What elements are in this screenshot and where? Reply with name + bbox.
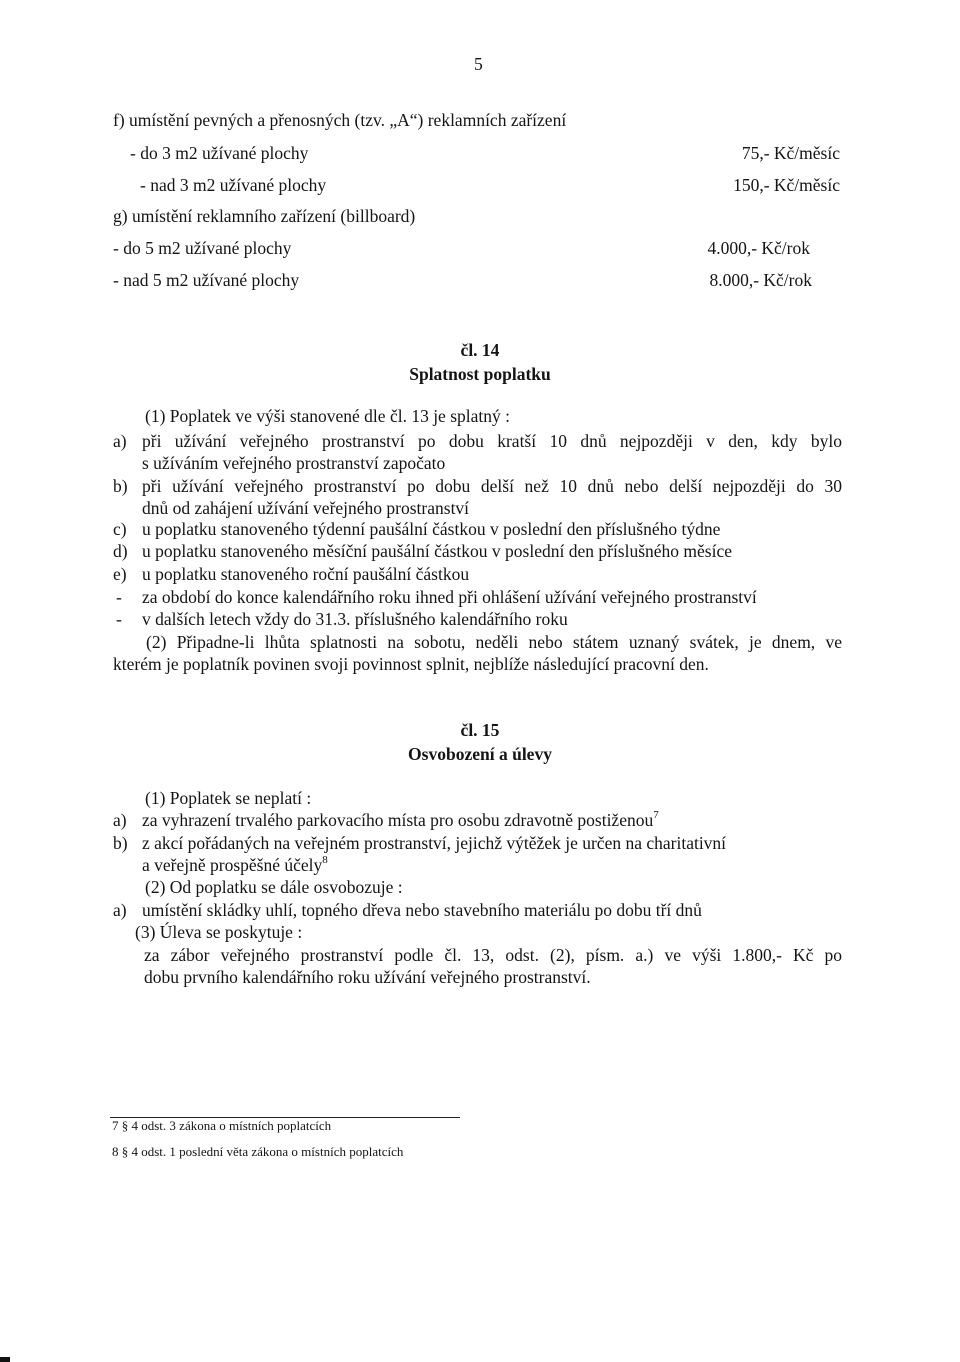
list-dash: - [116, 587, 122, 607]
article-14-item-e: u poplatku stanoveného roční paušální částkou [142, 564, 470, 584]
list-marker: a) [113, 900, 127, 920]
article-15-item-a-text: za vyhrazení trvalého parkovacího místa pro osobu zdravotně postiženou [142, 810, 654, 830]
scan-edge-mark [0, 1357, 10, 1362]
footnote-text: § 4 odst. 1 poslední věta zákona o místních poplatcích [121, 1144, 404, 1159]
article-15-para-3-line-1: za zábor veřejného prostranství podle čl. 13, odst. (2), písm. a.) ve výši 1.800,- Kč po [144, 945, 842, 965]
article-14-item-a-line-2: s užíváním veřejného prostranství započato [142, 453, 446, 473]
article-14-item-e-1: za období do konce kalendářního roku ihned při ohlášení užívání veřejného prostranství [142, 587, 757, 607]
fee-g1-label: - do 5 m2 užívané plochy [113, 238, 292, 258]
footnote-text: § 4 odst. 3 zákona o místních poplatcích [121, 1118, 332, 1133]
article-15-item-b-line-1: z akcí pořádaných na veřejném prostranství, jejichž výtěžek je určen na charitativní [142, 833, 727, 853]
footnote-8 [112, 1144, 403, 1160]
fee-g2-value: 8.000,- Kč/rok [709, 270, 812, 290]
fee-f1-value: 75,- Kč/měsíc [741, 143, 840, 163]
fee-heading-g: g) umístění reklamního zařízení (billboard) [113, 206, 416, 226]
list-marker: a) [113, 431, 127, 451]
fee-g2-label: - nad 5 m2 užívané plochy [113, 270, 300, 290]
article-15-item-b-text: a veřejně prospěšné účely [142, 855, 323, 875]
article-14-para-2-line-2: kterém je poplatník povinen svoji povinnost splnit, nejblíže následující pracovní den. [113, 654, 709, 674]
list-marker: e) [113, 564, 127, 584]
footnote-mark: 7 [112, 1118, 119, 1133]
article-15-title: Osvobození a úlevy [408, 744, 552, 764]
article-14-para-1: (1) Poplatek ve výši stanovené dle čl. 13 je splatný : [145, 406, 510, 426]
list-marker: c) [113, 519, 127, 539]
article-14-title: Splatnost poplatku [409, 364, 551, 384]
list-marker: b) [113, 833, 128, 853]
article-14-item-a-line-1: při užívání veřejného prostranství po dobu kratší 10 dnů nejpozději v den, kdy bylo [142, 431, 842, 451]
footnote-mark: 8 [112, 1144, 119, 1159]
article-15-para-3-line-2: dobu prvního kalendářního roku užívání veřejného prostranství. [144, 967, 591, 987]
list-marker: a) [113, 810, 127, 830]
article-14-number: čl. 14 [460, 340, 500, 360]
article-14-para-2-line-1: (2) Připadne-li lhůta splatnosti na sobotu, neděli nebo státem uznaný svátek, je dnem, ve [146, 632, 842, 652]
fee-f2-label: - nad 3 m2 užívané plochy [140, 175, 327, 195]
page-number: 5 [474, 54, 483, 74]
list-marker: d) [113, 541, 128, 561]
article-14-item-b-line-2: dnů od zahájení užívání veřejného prostranství [142, 498, 470, 518]
article-15-para-2-item-a: umístění skládky uhlí, topného dřeva nebo stavebního materiálu po dobu tří dnů [142, 900, 702, 920]
fee-f1-label: - do 3 m2 užívané plochy [130, 143, 309, 163]
article-14-item-d: u poplatku stanoveného měsíční paušální částkou v poslední den příslušného měsíce [142, 541, 733, 561]
list-marker: b) [113, 476, 128, 496]
article-15-number: čl. 15 [460, 720, 500, 740]
fee-heading-f: f) umístění pevných a přenosných (tzv. „A“) reklamních zařízení [113, 110, 567, 130]
list-dash: - [116, 609, 122, 629]
article-15-item-b-line-2 [142, 855, 328, 876]
article-15-item-a [142, 810, 659, 831]
footnote-ref-7: 7 [653, 809, 659, 821]
article-14-item-e-2: v dalších letech vždy do 31.3. příslušného kalendářního roku [142, 609, 568, 629]
fee-g1-value: 4.000,- Kč/rok [707, 238, 810, 258]
footnote-7 [112, 1118, 331, 1134]
article-14-item-c: u poplatku stanoveného týdenní paušální částkou v poslední den příslušného týdne [142, 519, 721, 539]
article-14-item-b-line-1: při užívání veřejného prostranství po dobu delší než 10 dnů nebo delší nejpozději do 30 [142, 476, 842, 496]
article-15-para-3: (3) Úleva se poskytuje : [135, 922, 303, 942]
fee-f2-value: 150,- Kč/měsíc [733, 175, 840, 195]
article-15-para-2: (2) Od poplatku se dále osvobozuje : [145, 877, 403, 897]
article-15-para-1: (1) Poplatek se neplatí : [145, 788, 312, 808]
footnote-ref-8: 8 [322, 854, 328, 866]
